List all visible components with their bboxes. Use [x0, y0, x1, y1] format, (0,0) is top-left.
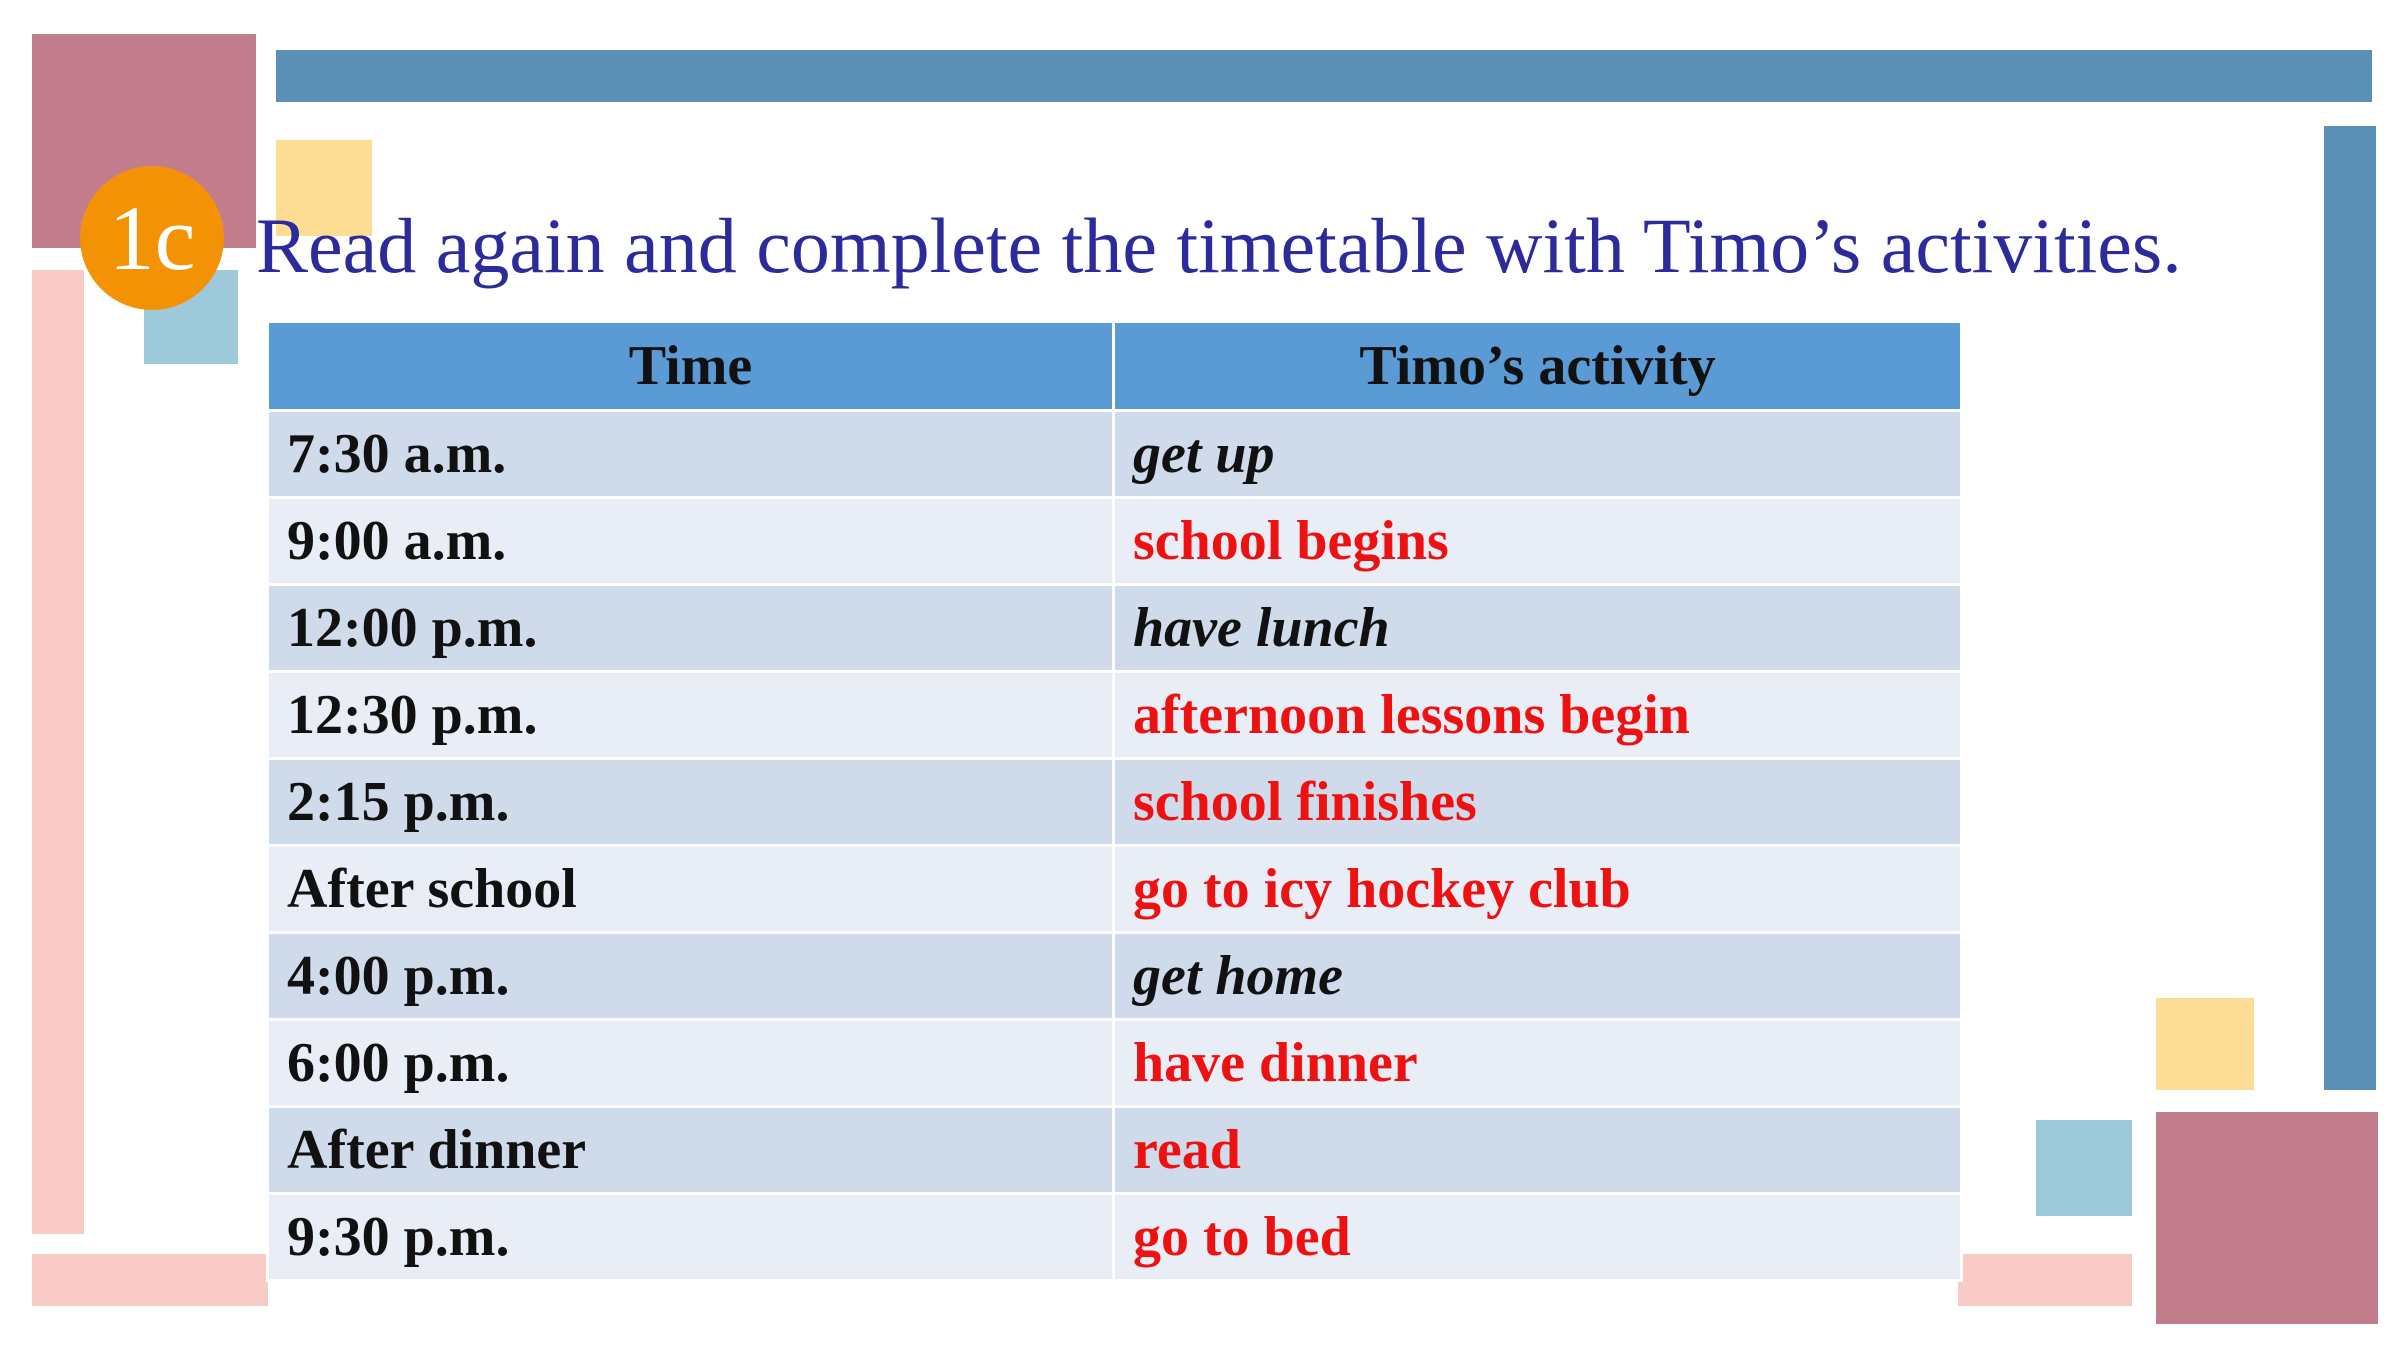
activity-given-cell: get up — [1114, 411, 1962, 498]
decor-pink-bar-left — [32, 270, 84, 1234]
time-cell: 9:00 a.m. — [268, 498, 1114, 585]
decor-sand-square-bottom — [2156, 998, 2254, 1090]
time-cell: 7:30 a.m. — [268, 411, 1114, 498]
table-row — [268, 498, 1962, 585]
table-row — [268, 585, 1962, 672]
decor-steel-bar-top — [276, 50, 2372, 102]
activity-given-cell: get home — [1114, 933, 1962, 1020]
table-row — [268, 759, 1962, 846]
table-row — [268, 1194, 1962, 1281]
time-cell: After school — [268, 846, 1114, 933]
table-row — [268, 1020, 1962, 1107]
table-row — [268, 933, 1962, 1020]
time-cell: 2:15 p.m. — [268, 759, 1114, 846]
time-cell: 12:30 p.m. — [268, 672, 1114, 759]
decor-pink-bar-bottom-left — [32, 1254, 268, 1306]
time-cell: 12:00 p.m. — [268, 585, 1114, 672]
time-cell: After dinner — [268, 1107, 1114, 1194]
decor-sky-square-bottom — [2036, 1120, 2132, 1216]
header-activity: Timo’s activity — [1114, 322, 1962, 411]
exercise-badge: 1c — [80, 166, 224, 310]
activity-answer-cell: have dinner — [1114, 1020, 1962, 1107]
timetable — [266, 320, 1963, 1282]
timetable-header-row — [268, 322, 1962, 411]
decor-pink-bar-bottom-right — [1958, 1254, 2132, 1306]
header-time: Time — [268, 322, 1114, 411]
activity-answer-cell: afternoon lessons begin — [1114, 672, 1962, 759]
table-row — [268, 846, 1962, 933]
decor-rose-square-bottom-right — [2156, 1112, 2378, 1324]
time-cell: 6:00 p.m. — [268, 1020, 1114, 1107]
page-title: Read again and complete the timetable with Timo’s activities. — [256, 202, 2182, 289]
time-cell: 4:00 p.m. — [268, 933, 1114, 1020]
table-row — [268, 411, 1962, 498]
activity-answer-cell: read — [1114, 1107, 1962, 1194]
activity-given-cell: have lunch — [1114, 585, 1962, 672]
timetable-body — [268, 411, 1962, 1281]
activity-answer-cell: go to bed — [1114, 1194, 1962, 1281]
table-row — [268, 672, 1962, 759]
table-row — [268, 1107, 1962, 1194]
activity-answer-cell: school finishes — [1114, 759, 1962, 846]
decor-steel-bar-right — [2324, 126, 2376, 1090]
time-cell: 9:30 p.m. — [268, 1194, 1114, 1281]
activity-answer-cell: school begins — [1114, 498, 1962, 585]
activity-answer-cell: go to icy hockey club — [1114, 846, 1962, 933]
